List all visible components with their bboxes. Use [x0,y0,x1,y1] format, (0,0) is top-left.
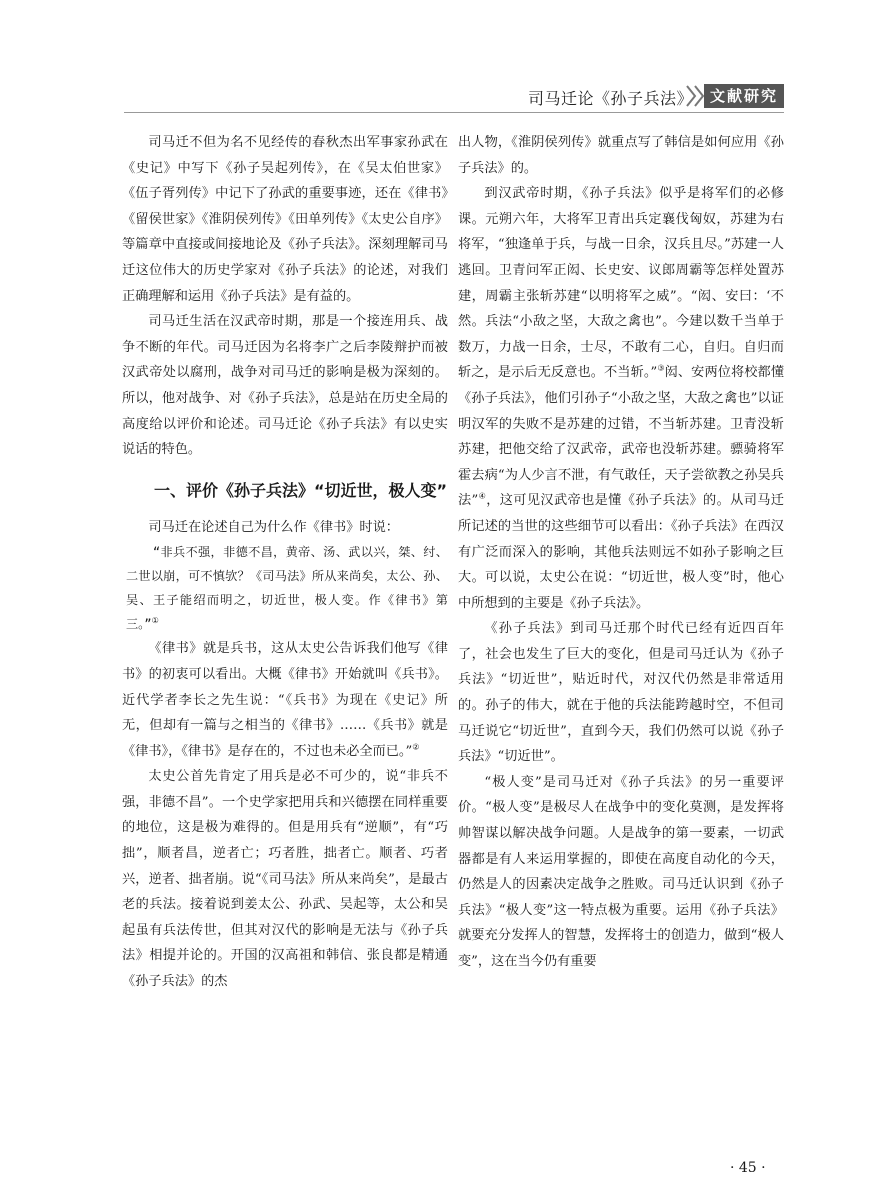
paragraph: “极人变”是司马迁对《孙子兵法》的另一重要评价。“极人变”是极尽人在战争中的变化莫测，是发挥将帅智谋以解决战争问题。人是战争的第一要素，一切武器都是有人来运用掌握的，即使在高度自动化的今天，仍然是人的因素决定战争之胜败。司马迁认识到《孙子兵法》“极人变”这一特点极为重要。运用《孙子兵法》就要充分发挥人的智慧，发挥将士的创造力，做到“极人变”，这在当今仍有重要 [458,774,784,969]
paragraph-continued: 出人物，《淮阴侯列传》就重点写了韩信是如何应用《孙子兵法》的。 [458,135,784,176]
header-divider [124,112,784,113]
paragraph-text: 闳、安两位将校都懂《孙子兵法》，他们引孙子“小敌之坚，大敌之禽也”以证明汉军的失败不是苏建的过错，不当斩苏建。卫青没斩苏建，把他交给了汉武帝，武帝也没斩苏建。骠骑将军霍去病“为人少言不泄，有气敢任，天子尝欲教之孙吴兵法” [458,365,785,509]
right-column [458,130,784,975]
paragraph: 司马迁不但为名不见经传的春秋杰出军事家孙武在《史记》中写下《孙子吴起列传》，在《吴太伯世家》《伍子胥列传》中记下了孙武的重要事迹，还在《律书》《留侯世家》《淮阴侯列传》《田单列传》《太史公自序》等篇章中直接或间接地论及《孙子兵法》。深刻理解司马迁这位伟大的历史学家对《孙子兵法》的论述，对我们正确理解和运用《孙子兵法》是有益的。 [122,135,448,304]
section-label: 文献研究 [704,84,784,108]
paragraph [458,181,784,616]
paragraph-text: 到汉武帝时期，《孙子兵法》似乎是将军们的必修课。元朔六年，大将军卫青出兵定襄伐匈奴，苏建为右将军，“独逢单于兵，与战一日余，汉兵且尽。”苏建一人逃回。卫青问军正闳、长史安、议郎周霸等怎样处置苏建，周霸主张斩苏建“以明将军之威”。“闳、安曰：‘不然。兵法“小敌之坚，大敌之禽也”。今建以数千当单于数万，力战一日余，士尽，不敢有二心，自归。自归而斩之，是示后无反意也。不当斩。” [458,186,784,381]
page-number: · 45 · [730,1160,766,1176]
footnote-marker: ③ [657,363,665,373]
paragraph-text: 《律书》就是兵书，这从太史公告诉我们他写《律书》的初衷可以看出。大概《律书》开始就叫《兵书》。近代学者李长之先生说：“《兵书》为现在《史记》所无，但却有一篇与之相当的《律书》……《兵书》就是《律书》，《律书》是存在的，不过也未必全而已。” [122,641,448,759]
paragraph: 《孙子兵法》到司马迁那个时代已经有近四百年了，社会也发生了巨大的变化，但是司马迁认为《孙子兵法》“切近世”，贴近时代，对汉代仍然是非常适用的。孙子的伟大，就在于他的兵法能跨越时空，不但司马迁说它“切近世”，直到今天，我们仍然可以说《孙子兵法》“切近世”。 [458,621,784,765]
footnote-marker: ④ [478,491,487,501]
running-title: 司马迁论《孙子兵法》 [528,89,694,108]
paragraph [122,636,448,764]
left-column [122,130,448,995]
paragraph: 司马迁在论述自己为什么作《律书》时说： [148,519,399,535]
footnote-marker: ② [412,742,420,752]
paragraph: 太史公首先肯定了用兵是必不可少的，说“非兵不强，非德不昌”。一个史学家把用兵和兴德摆在同样重要的地位，这是极为难得的。但是用兵有“逆顺”，有“巧拙”，顺者昌，逆者亡；巧者胜，拙者亡。顺者、巧者兴，逆者、拙者崩。说“《司马法》所从来尚矣”，是最古老的兵法。接着说到姜太公、孙武、吴起等，太公和吴起虽有兵法传世，但其对汉代的影响是无法与《孙子兵法》相提并论的。开国的汉高祖和韩信、张良都是精通《孙子兵法》的杰 [122,769,448,990]
paragraph-text: ，这可见汉武帝也是懂《孙子兵法》的。从司马迁所记述的当世的这些细节可以看出：《孙子兵法》在西汉有广泛而深入的影响，其他兵法则远不如孙子影响之巨大。可以说，太史公在说：“切近世，极人变”时，他心中所想到的主要是《孙子兵法》。 [458,493,784,611]
quote-text: “非兵不强，非德不昌，黄帝、汤、武以兴，桀、纣、二世以崩，可不慎欤？《司马法》所从来尚矣，太公、孙、吴、王子能绍而明之，切近世，极人变。作《律书》第三。” [126,545,448,632]
running-header [0,0,890,118]
paragraph: 司马迁生活在汉武帝时期，那是一个接连用兵、战争不断的年代。司马迁因为名将李广之后李陵辩护而被汉武帝处以腐刑，战争对司马迁的影响是极为深刻的。所以，他对战争、对《孙子兵法》，总是站在历史全局的高度给以评价和论述。司马迁论《孙子兵法》有以史实说话的特色。 [122,314,448,458]
footnote-marker: ① [151,616,159,626]
section-heading: 一、评价《孙子兵法》“切近世，极人变” [154,480,448,500]
block-quote [122,540,448,636]
